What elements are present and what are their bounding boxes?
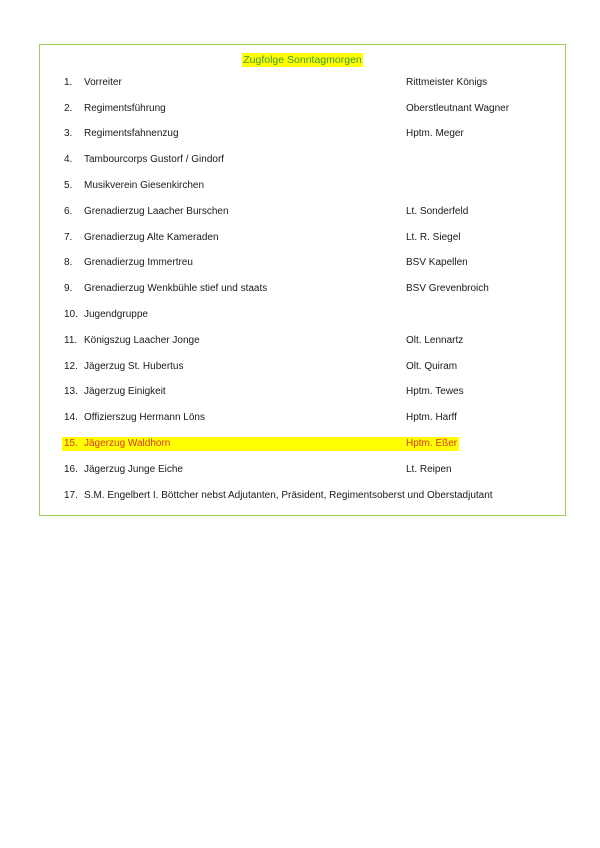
list-item — [64, 205, 544, 219]
item-number: 4. — [64, 154, 73, 165]
item-name: Grenadierzug Alte Kameraden — [84, 232, 219, 243]
item-leader: Hptm. Tewes — [406, 386, 464, 397]
item-leader: BSV Kapellen — [406, 257, 468, 268]
item-number: 6. — [64, 206, 73, 217]
list-item — [64, 334, 544, 348]
item-leader: BSV Grevenbroich — [406, 283, 489, 294]
item-number: 2. — [64, 103, 73, 114]
item-name: Regimentsfahnenzug — [84, 128, 179, 139]
item-number: 14. — [64, 412, 78, 423]
list-item — [64, 76, 544, 90]
item-name: Grenadierzug Immertreu — [84, 257, 193, 268]
item-name: S.M. Engelbert I. Böttcher nebst Adjutanten, Präsident, Regimentsoberst und Oberstadjutant — [84, 490, 493, 501]
item-name: Musikverein Giesenkirchen — [84, 180, 205, 191]
item-number: 3. — [64, 128, 73, 139]
list-item — [64, 282, 544, 296]
item-leader: Hptm. Eßer — [406, 438, 458, 449]
item-leader: Lt. Reipen — [406, 464, 452, 475]
list-item — [64, 360, 544, 374]
item-number: 9. — [64, 283, 73, 294]
highlighted-list-item — [64, 437, 544, 451]
item-name: Vorreiter — [84, 77, 122, 88]
list-item — [64, 153, 544, 167]
item-leader: Lt. R. Siegel — [406, 232, 461, 243]
item-number: 12. — [64, 361, 78, 372]
item-number: 15. — [64, 438, 78, 449]
item-number: 13. — [64, 386, 78, 397]
list-item — [64, 463, 544, 477]
item-number: 8. — [64, 257, 73, 268]
item-number: 16. — [64, 464, 78, 475]
item-leader: Oberstleutnant Wagner — [406, 103, 510, 114]
item-number: 11. — [64, 335, 78, 346]
item-name: Königszug Laacher Jonge — [84, 335, 200, 346]
item-leader: Hptm. Harff — [406, 412, 457, 423]
document-title: Zugfolge Sonntagmorgen — [243, 54, 362, 66]
item-leader: Olt. Quiram — [406, 361, 458, 372]
item-name: Jägerzug Einigkeit — [84, 386, 166, 397]
item-number: 17. — [64, 490, 78, 501]
item-number: 1. — [64, 77, 73, 88]
item-name: Tambourcorps Gustorf / Gindorf — [84, 154, 225, 165]
list-item — [64, 231, 544, 245]
list-item — [64, 308, 544, 322]
item-name: Jugendgruppe — [84, 309, 148, 320]
item-name: Regimentsführung — [84, 103, 166, 114]
item-name: Offizierszug Hermann Löns — [84, 412, 205, 423]
item-leader: Rittmeister Königs — [406, 77, 488, 88]
list-item — [64, 127, 544, 141]
list-item — [64, 489, 544, 503]
item-leader: Lt. Sonderfeld — [406, 206, 469, 217]
item-leader: Olt. Lennartz — [406, 335, 464, 346]
item-name: Jägerzug Junge Eiche — [84, 464, 183, 475]
document-frame — [39, 44, 566, 516]
list-item — [64, 179, 544, 193]
item-name: Jägerzug St. Hubertus — [84, 361, 184, 372]
item-number: 10. — [64, 309, 78, 320]
item-name: Grenadierzug Laacher Burschen — [84, 206, 229, 217]
item-number: 7. — [64, 232, 73, 243]
item-name: Grenadierzug Wenkbühle stief und staats — [84, 283, 268, 294]
list-item — [64, 102, 544, 116]
list-item — [64, 411, 544, 425]
item-number: 5. — [64, 180, 73, 191]
item-leader: Hptm. Meger — [406, 128, 464, 139]
list-item — [64, 256, 544, 270]
list-item — [64, 385, 544, 399]
title-wrap — [40, 50, 565, 66]
item-name: Jägerzug Waldhorn — [84, 438, 171, 449]
